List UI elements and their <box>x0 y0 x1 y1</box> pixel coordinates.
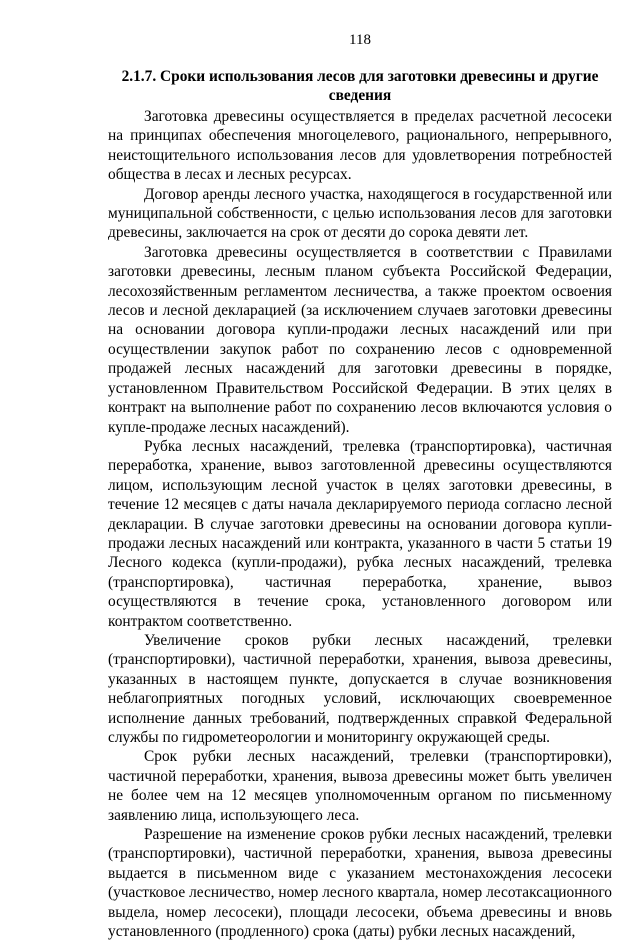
paragraph-extension-conditions: Увеличение сроков рубки лесных насаждений, трелевки (транспортировки), частичной переработки, хранения, вывоза древесины, указанных в настоящем пункте, допускается в случае возникновения неблагоприятных погодных условий, исключающих своевременное исполнение данных требований, подтвержденных справкой Федеральной службы по гидрометеорологии и мониторингу окружающей среды. <box>108 631 612 746</box>
paragraph-harvesting-principles: Заготовка древесины осуществляется в пределах расчетной лесосеки на принципах обеспечения многоцелевого, рационального, непрерывного, неистощительного использования лесов для удовлетворения потребностей общества в лесах и лесных ресурсах. <box>108 108 612 184</box>
paragraph-lease-term: Договор аренды лесного участка, находящегося в государственной или муниципальной собственности, с целью использования лесов для заготовки древесины, заключается на срок от десяти до сорока девяти лет. <box>108 185 612 242</box>
page-number: 118 <box>349 32 371 48</box>
paragraph-extension-permit: Разрешение на изменение сроков рубки лесных насаждений, трелевки (транспортировки), частичной переработки, хранения, вывоза древесины выдается в письменном виде с указанием местонахождения лесосеки (участковое лесничество, номер лесного квартала, номер лесотаксационного выдела, номер лесосеки), площади лесосеки, объема древесины и вновь установленного (продленного) срока (даты) рубки лесных насаждений, <box>108 826 612 941</box>
paragraph-felling-period: Рубка лесных насаждений, трелевка (транспортировка), частичная переработка, хранение, вывоз заготовленной древесины осуществляются лицом, использующим лесной участок в целях заготовки древесины, в течение 12 месяцев с даты начала декларируемого периода согласно лесной декларации. В случае заготовки древесины на основании договора купли-продажи лесных насаждений или контракта, указанного в части 5 статьи 19 Лесного кодекса (купли-продажи), рубка лесных насаждений, трелевка (транспортировка), частичная переработка, хранение, вывоз осуществляются в течение срока, установленного договором или контрактом соответственно. <box>108 437 612 630</box>
paragraph-extension-limit: Срок рубки лесных насаждений, трелевки (транспортировки), частичной переработки, хранения, вывоза древесины может быть увеличен не более чем на 12 месяцев уполномоченным органом по письменному заявлению лица, использующего леса. <box>108 748 612 824</box>
document-body <box>108 107 612 941</box>
paragraph-harvesting-rules: Заготовка древесины осуществляется в соответствии с Правилами заготовки древесины, лесным планом субъекта Российской Федерации, лесохозяйственным регламентом лесничества, а также проектом освоения лесов и лесной декларацией (за исключением случаев заготовки древесины на основании договора купли-продажи лесных насаждений или при осуществлении закупок работ по сохранению лесов с одновременной продажей лесных насаждений для заготовки древесины в порядке, установленном Правительством Российской Федерации. В этих целях в контракт на выполнение работ по сохранению лесов включаются условия о купле-продаже лесных насаждений). <box>108 243 612 436</box>
section-title: 2.1.7. Сроки использования лесов для заготовки древесины и другие сведения <box>121 68 599 104</box>
